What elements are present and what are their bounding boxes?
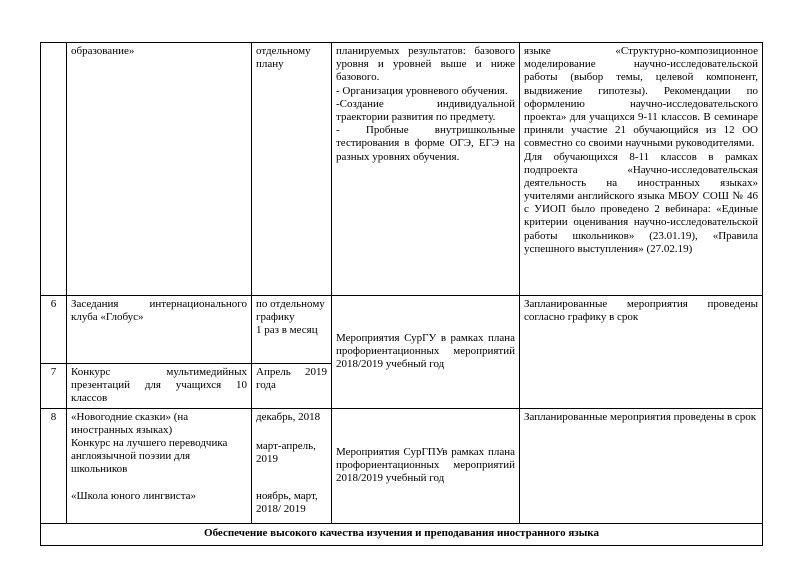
cell-row7-name — [67, 364, 252, 409]
row6-name-text: Заседания интернационального клуба «Глобус» — [71, 298, 247, 324]
cell-row6-num: 6 — [41, 296, 67, 364]
table-row-8 — [41, 408, 763, 523]
row6-schedule-line: 1 раз в месяц — [256, 324, 318, 337]
row8-schedule-line: ноябрь, март, 2018/ 2019 — [256, 490, 318, 516]
cell-cont-results — [520, 43, 763, 296]
row8-results-text: Запланированные мероприятия проведены в срок — [524, 410, 757, 423]
cell-cont-num — [41, 43, 67, 296]
row6-schedule-line: по отдельному графику — [256, 298, 325, 324]
cont-name-text: образование» — [71, 45, 135, 57]
row8-schedule-line: декабрь, 2018 — [256, 410, 321, 423]
cont-activities-paragraph: - Пробные внутришкольные тестирования в форме ОГЭ, ЕГЭ на разных уровнях обучения. — [336, 124, 515, 163]
row6-results-text: Запланированные мероприятия проведены согласно графику в срок — [524, 298, 758, 324]
cell-row6-name — [67, 296, 252, 364]
cell-row8-results — [520, 408, 763, 523]
cell-cont-schedule — [252, 43, 332, 296]
cell-row8-schedule — [252, 408, 332, 523]
cell-row8-num: 8 — [41, 408, 67, 523]
row8-name-paragraph: Конкурс на лучшего переводчика англоязычной поэзии для школьников — [71, 436, 228, 476]
cont-activities-paragraph: - Организация уровневого обучения. — [336, 84, 508, 97]
cell-cont-name — [67, 43, 252, 296]
table-row-continuation — [41, 43, 763, 296]
section-title: Обеспечение высокого качества изучения и преподавания иностранного языка — [204, 527, 599, 540]
row7-name-text: Конкурс мультимедийных презентаций для учащихся 10 классов — [71, 366, 247, 405]
cell-row6-7-activities — [332, 296, 520, 409]
report-table — [40, 42, 763, 546]
cont-schedule-text: отдельному плану — [256, 45, 311, 71]
cont-results-paragraph: языке «Структурно-композиционное моделирование научно-исследовательской работы (выбор темы, целевой компонент, выдвижение гипотезы). Рекомендации по оформлению научно-исследовательского проекта» для учащихся 9-11 классов. В семинаре приняли участие 21 обучающийся из 12 ОО совместно со своими научными руководителями. — [524, 45, 758, 150]
cell-footer — [41, 523, 763, 545]
table-row-footer — [41, 523, 763, 545]
cell-row6-7-results — [520, 296, 763, 409]
cell-row7-num: 7 — [41, 364, 67, 409]
cell-row8-activities — [332, 408, 520, 523]
row8-name-paragraph: «Школа юного лингвиста» — [71, 489, 197, 502]
row8-activities-text: Мероприятия СурГПУв рамках плана профориентационных мероприятий 2018/2019 учебный год — [336, 445, 515, 485]
row6-activities-text: Мероприятия СурГУ в рамках плана профориентационных мероприятий 2018/2019 учебный год — [336, 332, 515, 371]
cell-row6-schedule — [252, 296, 332, 364]
cont-results-paragraph: Для обучающихся 8-11 классов в рамках подпроекта «Научно-исследовательская деятельность на иностранных языках» учителями английского языка МБОУ СОШ № 46 с УИОП было проведено 2 вебинара: «Единые критерии оценивания научно-исследовательской работы школьников» (23.01.19), «Правила успешного выступления» (27.02.19) — [524, 150, 758, 255]
row8-name-paragraph: «Новогодние сказки» (на иностранных языках) — [71, 410, 189, 436]
table-row-6 — [41, 296, 763, 364]
cell-row7-schedule — [252, 364, 332, 409]
cell-row8-name — [67, 408, 252, 523]
cont-activities-paragraph: -Создание индивидуальной траектории развития по предмету. — [336, 97, 515, 123]
row8-schedule-line: март-апрель, 2019 — [256, 439, 316, 465]
cell-cont-activities — [332, 43, 520, 296]
row7-schedule-text: Апрель 2019 года — [256, 366, 327, 392]
cont-activities-paragraph: планируемых результатов: базового уровня и уровней выше и ниже базового. — [336, 45, 515, 84]
